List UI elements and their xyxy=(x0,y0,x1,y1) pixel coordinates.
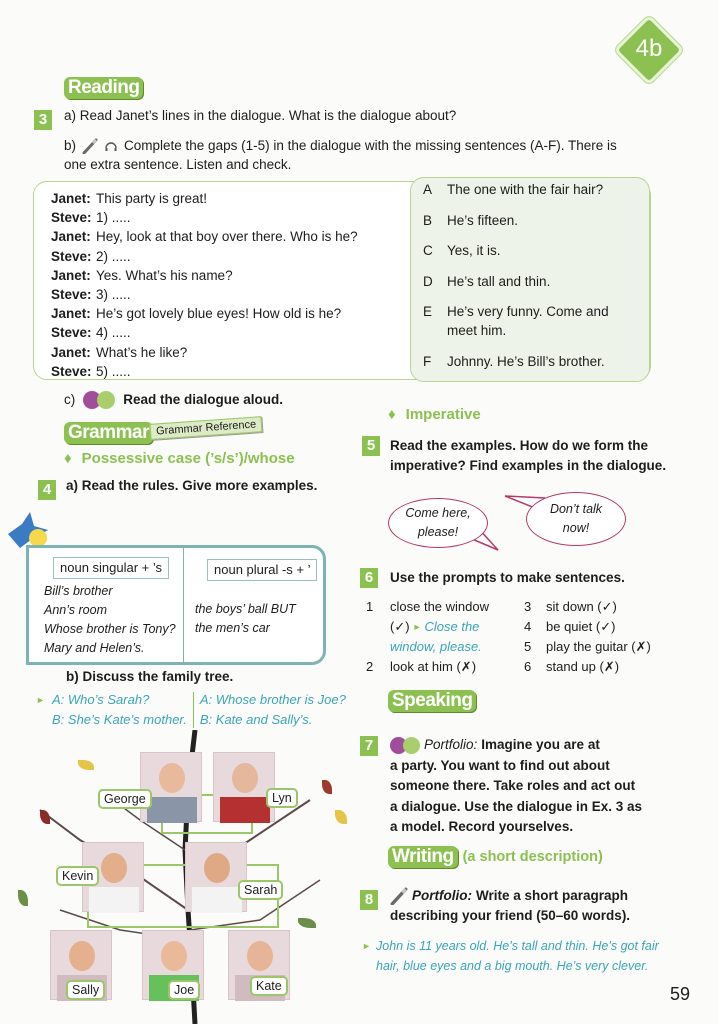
dialogue-speaker: Janet: xyxy=(51,191,91,206)
dialogue-text: 4) ..... xyxy=(96,325,131,341)
prompts-left xyxy=(366,597,489,677)
writing-model-line-2: hair, blue eyes and a big mouth. He’s very clever. xyxy=(376,959,649,973)
dialogue-line xyxy=(51,343,358,362)
answer-letter: B xyxy=(423,212,433,228)
prompt-1-example-2: window, please. xyxy=(390,639,482,654)
grammar-table-divider xyxy=(183,545,184,663)
name-tag-joe: Joe xyxy=(168,980,200,1000)
exercise-8-number: 8 xyxy=(360,890,378,910)
writing-model-line-1: John is 11 years old. He’s tall and thin. He’s got fair xyxy=(376,939,659,953)
example-singular-3: Whose brother is Tony? xyxy=(44,622,176,636)
dialogue-speaker: Janet: xyxy=(51,267,91,283)
exercise-7-line-3: someone there. Take roles and act out xyxy=(390,778,636,793)
dialogue-text: What’s he like? xyxy=(96,344,188,360)
model-right-a: A: Whose brother is Joe? xyxy=(199,692,346,707)
prompt-3-text: sit down (✓) xyxy=(546,599,617,614)
prompt-6-number: 6 xyxy=(524,659,532,674)
dialogue-text: Hey, look at that boy over there. Who is he? xyxy=(96,229,358,245)
bubble2-line1: Don’t talk xyxy=(549,502,603,516)
answer-letter: F xyxy=(423,353,432,369)
dialogue-line xyxy=(51,362,358,381)
answer-text: Johnny. He’s Bill’s brother. xyxy=(447,353,605,369)
dialogue-text: 3) ..... xyxy=(96,287,131,303)
name-tag-george: George xyxy=(98,789,152,809)
singular-examples xyxy=(44,582,176,658)
prompt-2-number: 2 xyxy=(366,659,374,674)
arrow-icon: ► xyxy=(412,622,422,632)
exercise-3b xyxy=(64,136,617,155)
dialogue-text: He’s got lovely blue eyes! How old is he? xyxy=(96,306,342,322)
dialogue-speaker: Steve: xyxy=(51,248,92,264)
answers-list xyxy=(423,180,643,382)
bubble1-line1: Come here, xyxy=(405,506,471,520)
reading-title: Reading xyxy=(64,77,143,99)
dialogue-speaker: Janet: xyxy=(51,306,91,322)
dialogue-line xyxy=(51,208,358,227)
prompt-4-text: be quiet (✓) xyxy=(546,619,616,634)
arrow-icon: ► xyxy=(362,941,371,951)
photo-george xyxy=(140,752,202,822)
example-plural-2: the men’s car xyxy=(195,621,270,635)
answer-option xyxy=(423,272,643,291)
prompt-1-example: Close the xyxy=(424,619,480,634)
exercise-4-number: 4 xyxy=(38,480,56,500)
pair-work-icon xyxy=(83,391,115,409)
grammar-subtitle: Possessive case (’s/s’)/whose xyxy=(81,450,295,467)
answer-option xyxy=(423,211,643,230)
dialogue-line xyxy=(51,266,358,285)
dialogue-speaker: Steve: xyxy=(51,210,92,226)
answer-text: He’s fifteen. xyxy=(447,212,519,228)
exercise-3c-prefix: c) xyxy=(64,392,76,407)
writing-subtitle: (a short description) xyxy=(462,849,603,865)
prompt-1-mark: (✓) xyxy=(390,619,410,634)
diamond-bullet-icon: ♦ xyxy=(64,450,72,467)
dialogue-line xyxy=(51,323,358,342)
prompt-1-number: 1 xyxy=(366,599,374,614)
dialogue-speaker: Steve: xyxy=(51,363,92,379)
diamond-bullet-icon: ♦ xyxy=(388,406,396,423)
writing-model xyxy=(362,936,659,976)
plural-examples xyxy=(195,600,296,638)
dialogue-line xyxy=(51,227,358,246)
answer-letter: A xyxy=(423,182,433,197)
writing-heading xyxy=(388,846,603,868)
rule-singular: noun singular + ’s xyxy=(53,557,169,579)
answer-text: The one with the fair hair? xyxy=(447,182,604,197)
answer-text: He’s very funny. Come and meet him. xyxy=(447,304,609,338)
dialogue-line xyxy=(51,304,358,323)
answer-letter: C xyxy=(423,243,433,258)
exercise-4b-text: b) Discuss the family tree. xyxy=(66,669,234,684)
answer-text: Yes, it is. xyxy=(447,243,501,258)
writing-title: Writing xyxy=(388,846,458,868)
model-divider xyxy=(193,692,194,728)
dialogue-lines xyxy=(51,189,358,381)
exercise-7-line-5: a model. Record yourselves. xyxy=(390,819,574,834)
grammar-title: Grammar xyxy=(64,422,153,444)
photo-lyn xyxy=(213,752,275,822)
dialogue-speaker: Steve: xyxy=(51,287,92,303)
prompt-5-number: 5 xyxy=(524,639,532,654)
model-dialogue xyxy=(36,690,346,730)
name-tag-sarah: Sarah xyxy=(238,880,283,900)
headphones-icon xyxy=(104,139,118,153)
photo-sarah xyxy=(185,842,247,912)
portfolio-label-8: Portfolio: xyxy=(412,888,472,903)
name-tag-kevin: Kevin xyxy=(56,866,99,886)
prompt-3-number: 3 xyxy=(524,599,532,614)
star-decoration-icon xyxy=(8,512,48,548)
page-number: 59 xyxy=(670,984,691,1004)
family-tree xyxy=(20,730,340,1024)
pen-icon xyxy=(82,138,98,154)
model-left-a: A: Who’s Sarah? xyxy=(52,692,150,707)
dialogue-text: This party is great! xyxy=(96,191,208,206)
exercise-4a-text: a) Read the rules. Give more examples. xyxy=(66,478,318,493)
answer-letter: E xyxy=(423,304,433,319)
answer-option xyxy=(423,180,643,199)
bubble2-line2: now! xyxy=(562,521,590,535)
model-left-b: B: She’s Kate’s mother. xyxy=(52,712,187,727)
exercise-3c xyxy=(64,390,283,409)
answer-option xyxy=(423,352,643,371)
answer-option xyxy=(423,302,643,340)
dialogue-speaker: Janet: xyxy=(51,344,91,360)
exercise-3b-text: Complete the gaps (1-5) in the dialogue with the missing sentences (A-F). There is xyxy=(124,138,617,153)
prompt-5-text: play the guitar (✗) xyxy=(546,639,651,654)
exercise-3c-text: Read the dialogue aloud. xyxy=(123,392,284,407)
name-tag-sally: Sally xyxy=(66,980,105,1000)
answer-letter: D xyxy=(423,273,433,289)
speech-bubble-come-here xyxy=(388,498,488,548)
exercise-8-text xyxy=(390,886,630,926)
model-right-b: B: Kate and Sally’s. xyxy=(199,712,313,727)
speech-bubble-dont-talk xyxy=(526,492,626,546)
exercise-8-line-1: Write a short paragraph xyxy=(476,888,629,903)
dialogue-text: 1) ..... xyxy=(96,210,131,226)
prompts-right xyxy=(524,597,651,677)
exercise-5-text-2: imperative? Find examples in the dialogue. xyxy=(390,458,667,473)
exercise-7-line-4: a dialogue. Use the dialogue in Ex. 3 as xyxy=(390,798,643,814)
answer-option xyxy=(423,241,643,260)
prompt-2-text: look at him (✗) xyxy=(390,659,477,674)
prompt-1-text: close the window xyxy=(390,599,489,614)
exercise-5-text: Read the examples. How do we form the xyxy=(390,438,649,453)
dialogue-text: Yes. What’s his name? xyxy=(96,267,233,283)
portfolio-label-7: Portfolio: xyxy=(424,737,478,752)
example-plural-1: the boys’ ball BUT xyxy=(195,602,296,616)
example-singular-4: Mary and Helen’s. xyxy=(44,641,145,655)
rule-plural: noun plural -s + ’ xyxy=(207,559,317,581)
exercise-7-number: 7 xyxy=(360,736,378,756)
exercise-3a-text: a) Read Janet’s lines in the dialogue. What is the dialogue about? xyxy=(64,108,457,123)
name-tag-lyn: Lyn xyxy=(266,788,298,808)
name-tag-kate: Kate xyxy=(250,976,288,996)
pen-icon xyxy=(390,887,408,905)
speaking-title: Speaking xyxy=(388,690,476,712)
dialogue-speaker: Steve: xyxy=(51,325,92,341)
exercise-7-line-2: a party. You want to find out about xyxy=(390,757,610,773)
prompt-6-text: stand up (✗) xyxy=(546,659,620,674)
exercise-6-text: Use the prompts to make sentences. xyxy=(390,570,625,585)
exercise-3-number: 3 xyxy=(34,110,52,130)
dialogue-text: 5) ..... xyxy=(96,363,131,379)
exercise-3b-text-2: one extra sentence. Listen and check. xyxy=(64,157,292,172)
bubble1-line2: please! xyxy=(417,525,459,539)
prompt-4-number: 4 xyxy=(524,619,532,634)
imperative-subtitle-row xyxy=(388,406,481,423)
exercise-7-text xyxy=(390,735,642,838)
dialogue-text: 2) ..... xyxy=(96,248,131,264)
example-singular-1: Bill’s brother xyxy=(44,584,113,598)
answer-text: He’s tall and thin. xyxy=(447,273,551,289)
imperative-subtitle: Imperative xyxy=(405,406,481,423)
exercise-7-line-1: Imagine you are at xyxy=(481,737,600,752)
dialogue-line xyxy=(51,285,358,304)
exercise-8-line-2: describing your friend (50–60 words). xyxy=(390,908,631,923)
unit-badge-label: 4b xyxy=(635,35,663,62)
exercise-5-number: 5 xyxy=(362,436,380,456)
exercise-3b-prefix: b) xyxy=(64,138,77,153)
arrow-icon: ► xyxy=(36,695,45,705)
grammar-subtitle-row xyxy=(64,450,295,467)
example-singular-2: Ann’s room xyxy=(44,603,107,617)
exercise-6-number: 6 xyxy=(360,568,378,588)
pair-work-icon xyxy=(390,737,420,754)
dialogue-speaker: Janet: xyxy=(51,229,91,245)
grammar-reference-tag[interactable]: Grammar Reference xyxy=(150,416,263,440)
dialogue-line xyxy=(51,189,358,208)
dialogue-line xyxy=(51,247,358,266)
